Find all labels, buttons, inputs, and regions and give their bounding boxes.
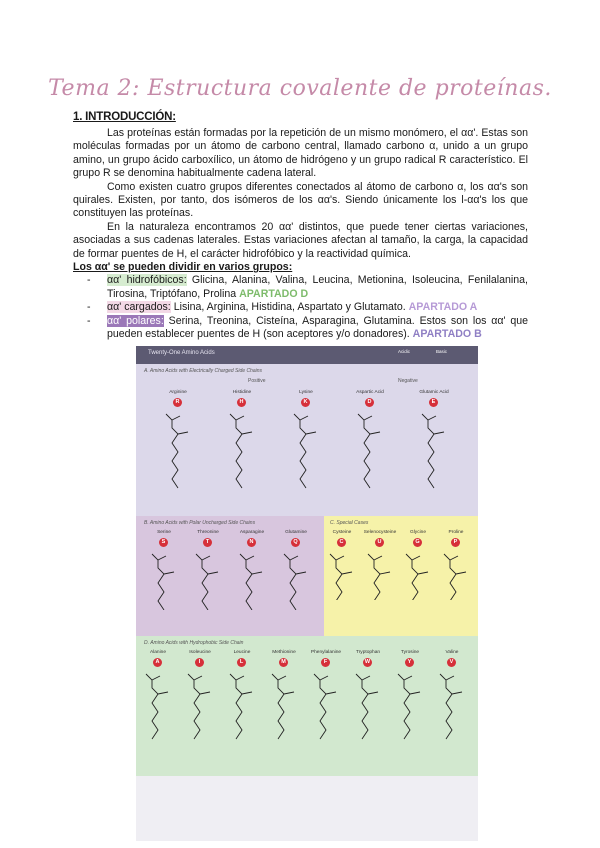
panel-charged [136,364,478,516]
amino-acid-name: Histidine [232,390,252,395]
amino-acid-structure [414,410,454,490]
panel-label: D. Amino Acids with Hydrophobic Side Chain [144,640,244,646]
amino-acid-structure [432,670,472,740]
amino-acid-structure [264,670,304,740]
amino-acid-name: Proline [448,530,464,535]
panel-label: C. Special Cases [330,520,369,526]
group-tag: APARTADO B [412,328,482,341]
amino-acid-code-badge: C [337,538,346,547]
amino-acid-name: Arginine [169,390,187,395]
panel-label: B. Amino Acids with Polar Uncharged Side Chains [144,520,256,526]
page-title: Tema 2: Estructura covalente de proteínas. [48,76,552,101]
panel-special [324,516,478,636]
amino-acid-name: Aspartic Acid [356,390,384,395]
amino-acid-structure [306,670,346,740]
amino-acid-structure [180,670,220,740]
amino-acid-figure [136,346,478,841]
amino-acid-code-badge: V [447,658,456,667]
amino-acid-code-badge: A [153,658,162,667]
figure-header [136,346,478,364]
amino-acid-code-badge: H [237,398,246,407]
amino-acid-code-badge: P [451,538,460,547]
amino-acid-name: Selenocysteine [363,530,397,535]
amino-acid-code-badge: U [375,538,384,547]
amino-acid-name: Alanine [149,650,166,655]
amino-acid-structure [222,670,262,740]
group-text: Serina, Treonina, Cisteína, Asparagina, Glutamina. Estos son los αα' que pueden establecer puentes de H (son aceptores y/o donadores). [107,314,529,341]
panel-hydrophobic [136,636,478,776]
amino-acid-name: Tyrosine [400,650,420,655]
amino-acid-name: Leucine [233,650,251,655]
amino-acid-structure [360,550,400,600]
panel-polar [136,516,324,636]
amino-acid-structure [398,550,438,600]
amino-acid-code-badge: D [365,398,374,407]
amino-acid-structure [144,550,184,610]
amino-acid-structure [350,410,390,490]
groups-heading: Los αα' se pueden dividir en varios grupos: [73,261,293,274]
amino-acid-name: Methionine [272,650,296,655]
amino-acid-name: Glutamic Acid [419,390,449,395]
amino-acid-name: Serine [157,530,171,535]
amino-acid-name: Threonine [197,530,219,535]
amino-acid-name: Phenylalanine [310,650,342,655]
group-text: Lisina, Arginina, Histidina, Aspartato y Glutamato. [170,301,406,314]
amino-acid-name: Asparagine [239,530,265,535]
negative-label: Negative [398,378,418,384]
amino-acid-structure [286,410,326,490]
amino-acid-structure [222,410,262,490]
section-heading: 1. INTRODUCCIÓN: [73,111,176,123]
group-tag: APARTADO A [408,301,478,314]
amino-acid-structure [436,550,476,600]
amino-acid-name: Glycine [410,530,426,535]
paragraph: Como existen cuatro grupos diferentes conectados al átomo de carbono α, los αα's son quirales. Existen, por tanto, dos isómeros de los αα's. Siendo únicamente los l-αα's los que constituyen las proteínas. [73,180,528,220]
figure-title: Twenty-One Amino Acids [148,350,215,356]
group-item: - αα' hidrofóbicos: Glicina, Alanina, Valina, Leucina, Metionina, Isoleucina, Fenilalanina, Tirosina, Triptófano, Prolina APARTADO D [87,274,528,300]
amino-acid-name: Tryptophan [355,650,381,655]
amino-acid-code-badge: N [247,538,256,547]
amino-acid-name: Cysteine [332,530,352,535]
amino-acid-structure [188,550,228,610]
amino-acid-name: Glutamine [285,530,307,535]
group-item: - αα' cargados: Lisina, Arginina, Histidina, Aspartato y Glutamato. APARTADO A [87,301,478,314]
amino-acid-code-badge: S [159,538,168,547]
amino-acid-structure [348,670,388,740]
amino-acid-structure [158,410,198,490]
amino-acid-structure [276,550,316,610]
legend-basic: Basic [436,349,448,354]
amino-acid-structure [232,550,272,610]
amino-acid-code-badge: K [301,398,310,407]
amino-acid-code-badge: Q [291,538,300,547]
group-label: αα' cargados: [107,301,171,314]
document-body [73,127,528,342]
amino-acid-name: Lysine [299,390,313,395]
amino-acid-code-badge: W [364,659,371,665]
amino-acid-code-badge: G [413,538,422,547]
amino-acid-code-badge: F [321,658,330,667]
paragraph: En la naturaleza encontramos 20 αα' distintos, que puede tener ciertas variaciones, asociadas a sus cadenas laterales. Estas variaciones afectan al tamaño, la carga, la capacidad de formar puentes de H, el carácter hidrofóbico y la reactividad química. [73,220,528,260]
groups-list [73,274,528,341]
group-label: αα' hidrofóbicos: [107,274,187,287]
group-tag: APARTADO D [239,287,309,300]
amino-acid-code-badge: R [173,398,182,407]
paragraph: Las proteínas están formadas por la repetición de un mismo monómero, el αα'. Estas son moléculas formadas por un átomo de carbono central, llamado carbono α, unido a un grupo amino, un grupo ácido carboxílico, un átomo de hidrógeno y un grupo radical R característico. El grupo R se denomina habitualmente cadena lateral. [73,127,528,180]
amino-acid-code-badge: I [195,658,204,667]
amino-acid-name: Valine [445,650,459,655]
legend-acidic: Acidic [398,349,411,354]
group-item: - αα' polares: Serina, Treonina, Cisteína, Asparagina, Glutamina. Estos son los αα' que pueden establecer puentes de H (son aceptores y/o donadores). APARTADO B [87,314,529,341]
amino-acid-structure [138,670,178,740]
amino-acid-code-badge: E [429,398,438,407]
amino-acid-structure [390,670,430,740]
positive-label: Positive [248,378,266,384]
amino-acid-structure [322,550,362,600]
amino-acid-code-badge: T [203,538,212,547]
amino-acid-name: Isoleucine [189,650,211,655]
panel-label: A. Amino Acids with Electrically Charged Side Chains [144,368,263,374]
group-text: Glicina, Alanina, Valina, Leucina, Metionina, Isoleucina, Fenilalanina, Tirosina, Triptófano, Prolina [107,274,528,300]
amino-acid-code-badge: L [237,658,246,667]
amino-acid-code-badge: M [279,658,288,667]
amino-acid-code-badge: Y [405,658,414,667]
group-label: αα' polares: [107,314,164,327]
